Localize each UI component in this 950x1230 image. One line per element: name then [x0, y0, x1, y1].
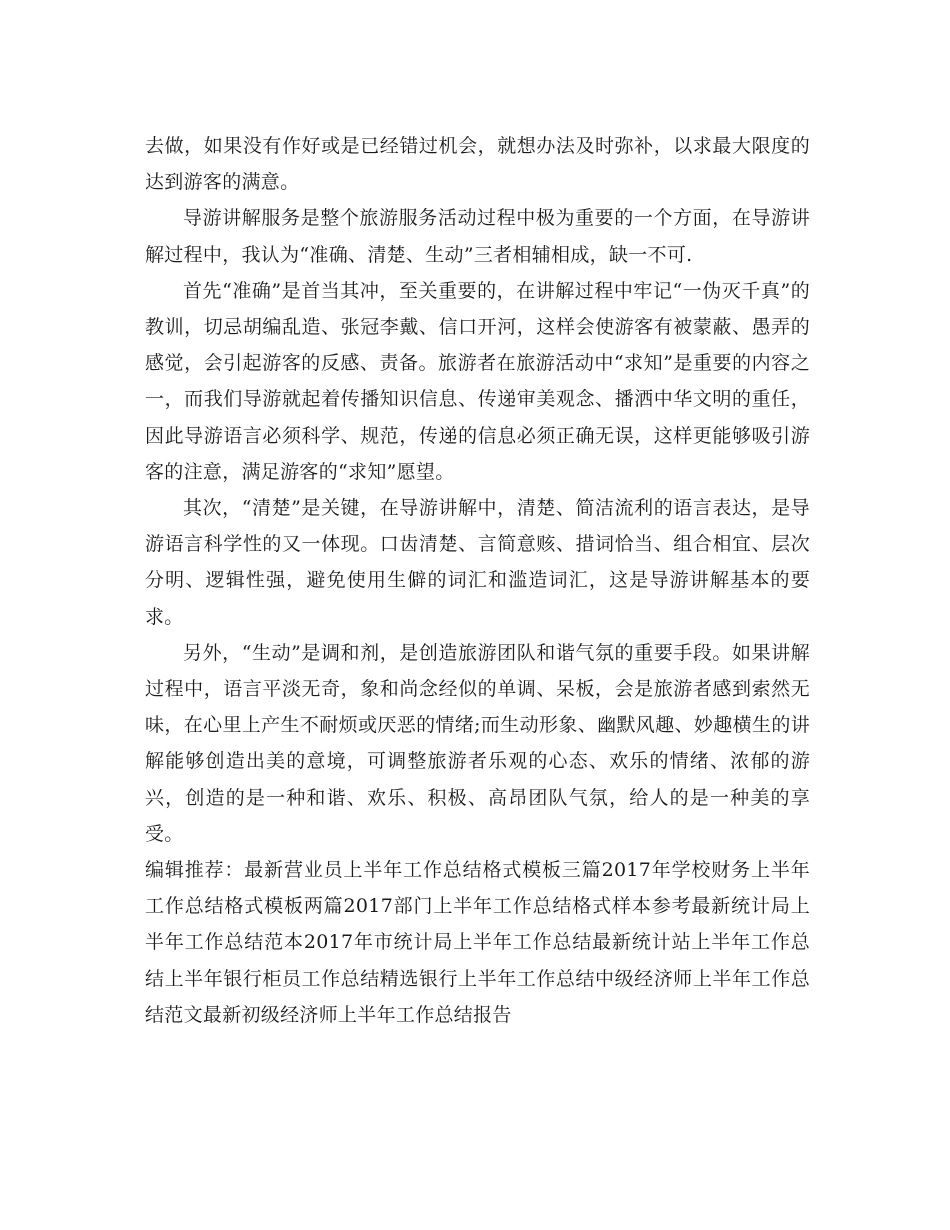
paragraph-5: 另外，“生动”是调和剂，是创造旅游团队和谐气氛的重要手段。如果讲解过程中，语言平淡无奇，象和尚念经似的单调、呆板，会是旅游者感到索然无味，在心里上产生不耐烦或厌恶的情绪;而生动形象、幽默风趣、妙趣横生的讲解能够创造出美的意境，可调整旅游者乐观的心态、欢乐的情绪、浓郁的游兴，创造的是一种和谐、欢乐、积极、高昂团队气氛，给人的是一种美的享受。: [145, 641, 810, 845]
paragraph-2: 导游讲解服务是整个旅游服务活动过程中极为重要的一个方面，在导游讲解过程中，我认为“准确、清楚、生动”三者相辅相成，缺一不可.: [145, 207, 810, 266]
paragraph-4: 其次，“清楚”是关键，在导游讲解中，清楚、简洁流利的语言表达，是导游语言科学性的又一体现。口齿清楚、言简意赅、措词恰当、组合相宜、层次分明、逻辑性强，避免使用生僻的词汇和滥造词汇，这是导游讲解基本的要求。: [145, 497, 810, 628]
paragraph-1: 去做，如果没有作好或是已经错过机会，就想办法及时弥补，以求最大限度的达到游客的满意。: [145, 135, 810, 194]
editor-recommendation: 编辑推荐：最新营业员上半年工作总结格式模板三篇2017年学校财务上半年工作总结格式模板两篇2017部门上半年工作总结格式样本参考最新统计局上半年工作总结范本2017年市统计局上半年工作总结最新统计站上半年工作总结上半年银行柜员工作总结精选银行上半年工作总结中级经济师上半年工作总结范文最新初级经济师上半年工作总结报告: [145, 859, 810, 1026]
document-body: [145, 128, 810, 1033]
paragraph-3: 首先“准确”是首当其冲，至关重要的，在讲解过程中牢记“一伪灭千真”的教训，切忌胡编乱造、张冠李戴、信口开河，这样会使游客有被蒙蔽、愚弄的感觉，会引起游客的反感、责备。旅游者在旅游活动中“求知”是重要的内容之一，而我们导游就起着传播知识信息、传递审美观念、播洒中华文明的重任，因此导游语言必须科学、规范，传递的信息必须正确无误，这样更能够吸引游客的注意，满足游客的“求知”愿望。: [145, 279, 810, 483]
